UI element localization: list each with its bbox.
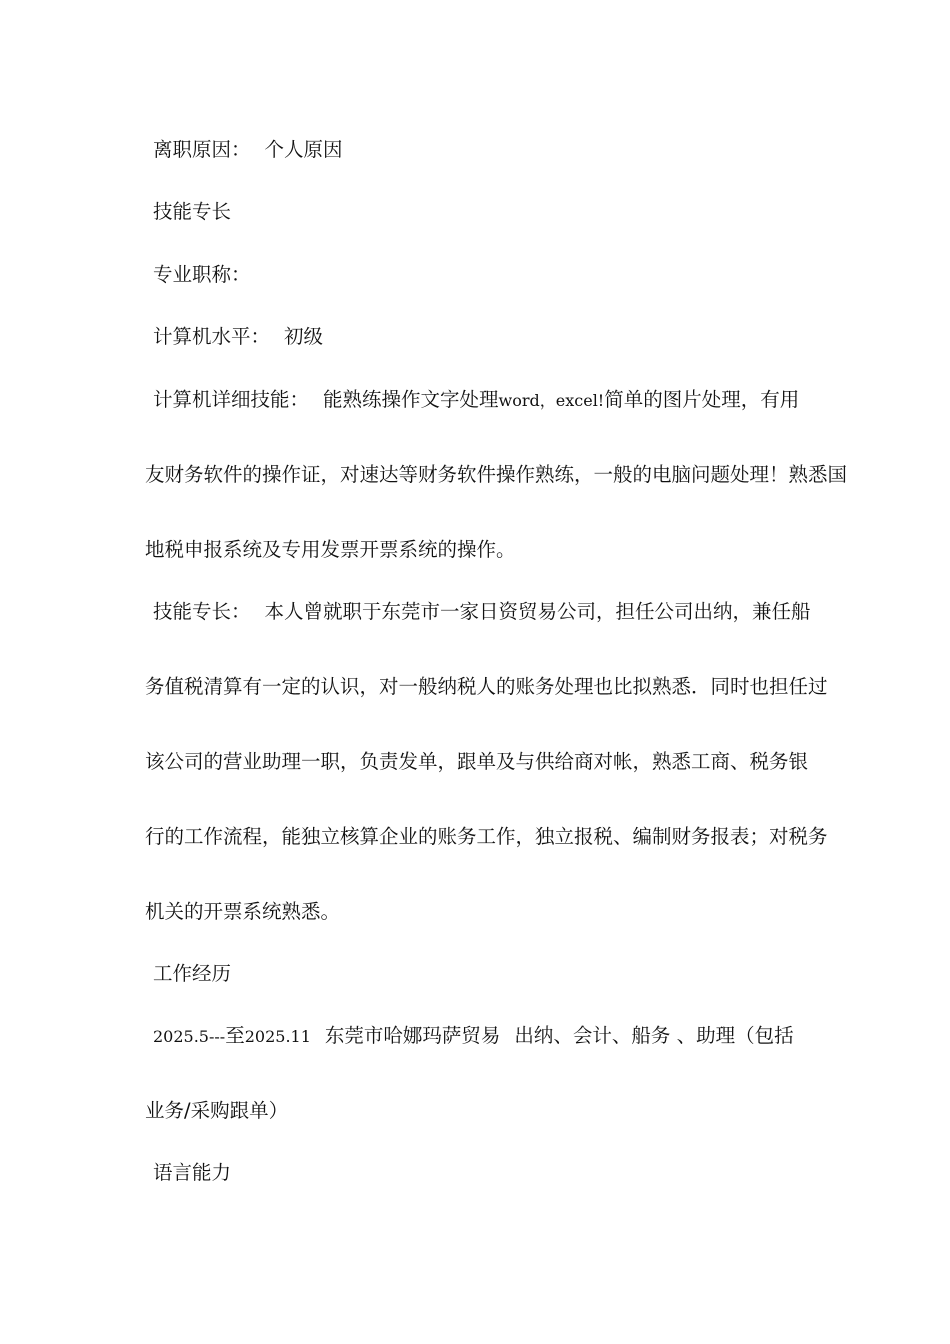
professional-title-row xyxy=(153,263,251,287)
computer-level-value: 初级 xyxy=(284,325,324,348)
work-entry-line-1 xyxy=(153,1024,794,1049)
leave-reason-label: 离职原因： xyxy=(153,138,251,161)
skills-heading: 技能专长 xyxy=(153,200,232,223)
computer-skills-text-b: 简单的图片处理，有用 xyxy=(604,388,800,411)
skill-detail-line-2: 务值税清算有一定的认识，对一般纳税人的账务处理也比拟熟悉．同时也担任过 xyxy=(145,675,828,698)
computer-skills-line-1 xyxy=(153,388,799,413)
skill-detail-line-3: 该公司的营业助理一职，负责发单，跟单及与供给商对帐，熟悉工商、税务银 xyxy=(145,750,809,773)
skill-detail-line-5: 机关的开票系统熟悉。 xyxy=(145,900,341,923)
language-heading: 语言能力 xyxy=(153,1161,232,1184)
leave-reason-row xyxy=(153,138,343,162)
work-entry-line-2: 业务/采购跟单） xyxy=(145,1099,289,1122)
computer-skills-line-3: 地税申报系统及专用发票开票系统的操作。 xyxy=(145,538,516,561)
work-roles: 出纳、会计、船务 、助理（包括 xyxy=(514,1024,794,1047)
work-to-word: 至 xyxy=(225,1024,245,1047)
computer-skills-line-2: 友财务软件的操作证，对速达等财务软件操作熟练，一般的电脑问题处理！熟悉国 xyxy=(145,463,848,486)
computer-level-label: 计算机水平： xyxy=(153,325,271,348)
computer-skills-word: word， xyxy=(498,391,556,410)
work-date-to: 2025.11 xyxy=(244,1027,311,1046)
work-company: 东莞市哈娜玛萨贸易 xyxy=(324,1024,501,1047)
skill-detail-line-1 xyxy=(153,600,811,624)
computer-skills-text-a: 能熟练操作文字处理 xyxy=(323,388,499,411)
skill-detail-text-1: 本人曾就职于东莞市一家日资贸易公司，担任公司出纳，兼任船 xyxy=(264,600,811,623)
skill-detail-label: 技能专长： xyxy=(153,600,251,623)
work-heading: 工作经历 xyxy=(153,962,232,985)
computer-level-row xyxy=(153,325,323,349)
computer-skills-excel: excel! xyxy=(555,391,605,410)
professional-title-label: 专业职称： xyxy=(153,263,251,286)
work-date-from: 2025.5--- xyxy=(153,1027,226,1046)
computer-skills-label: 计算机详细技能： xyxy=(153,388,310,411)
skill-detail-line-4: 行的工作流程，能独立核算企业的账务工作，独立报税、编制财务报表；对税务 xyxy=(145,825,828,848)
leave-reason-value: 个人原因 xyxy=(264,138,343,161)
